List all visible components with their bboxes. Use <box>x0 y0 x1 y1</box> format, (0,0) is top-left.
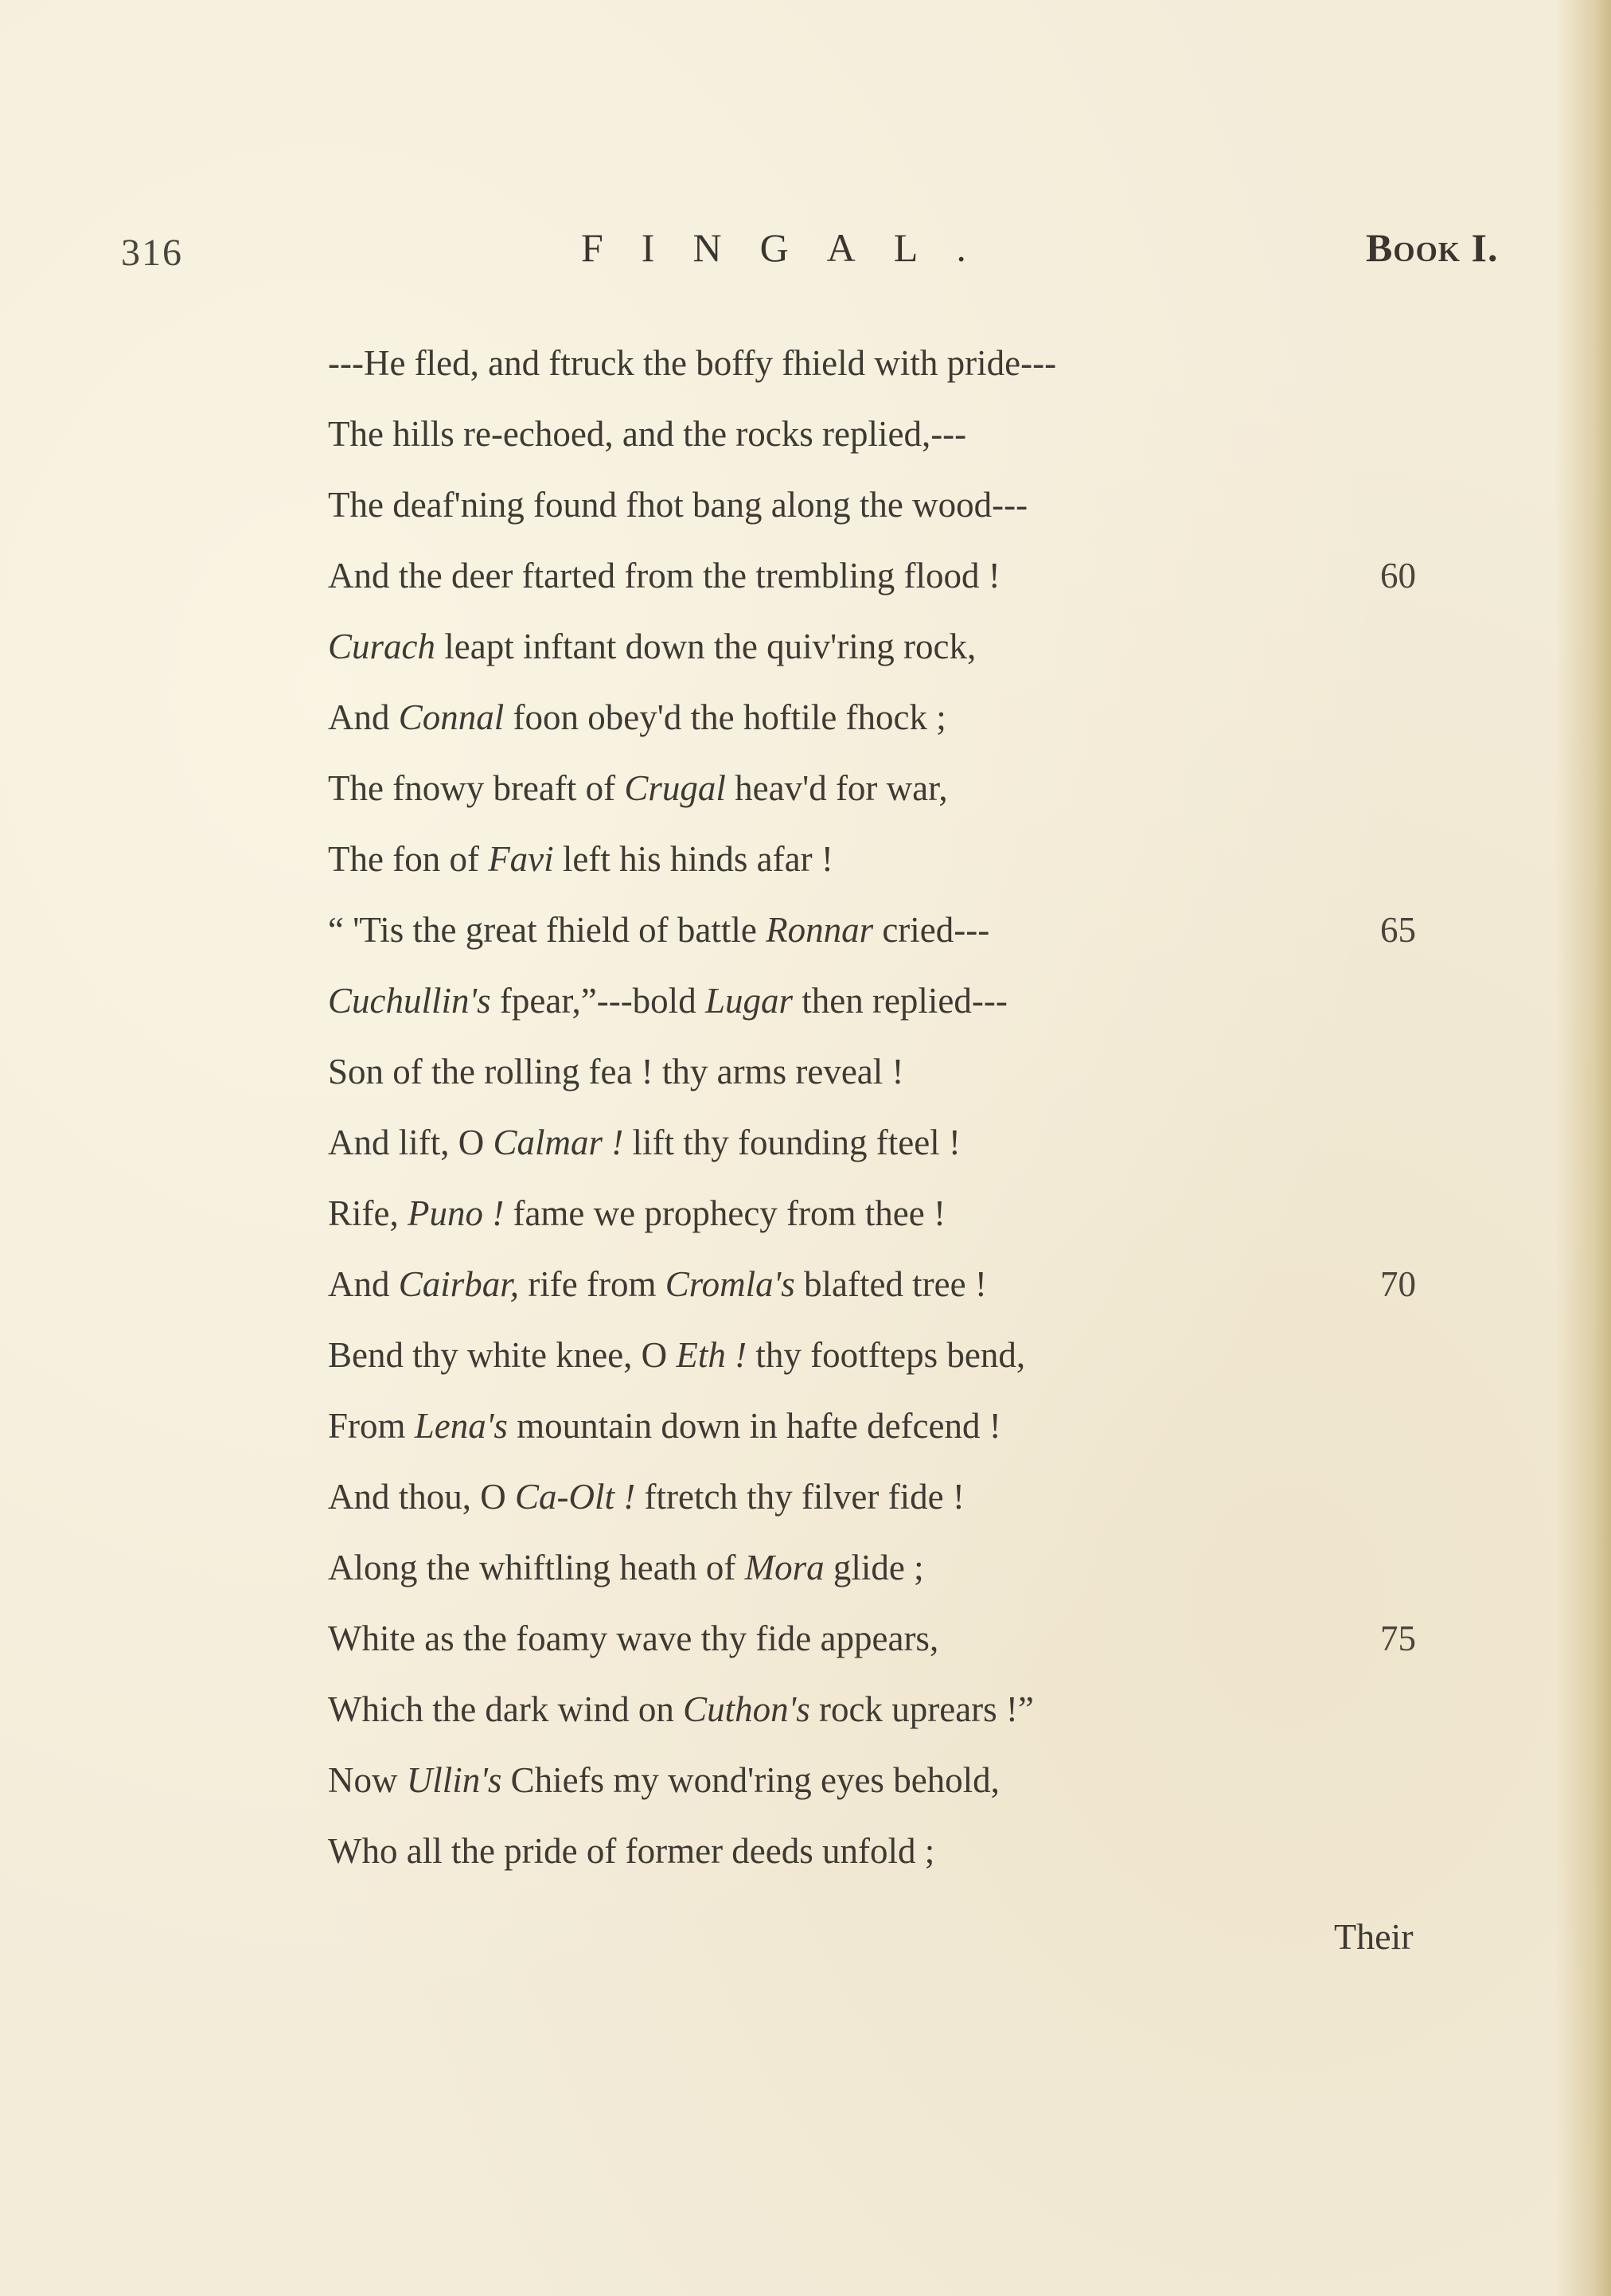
poem-line-text <box>328 1689 1034 1729</box>
poem-line-text <box>328 1193 946 1233</box>
poem-line-text <box>328 627 976 666</box>
poem-line-text <box>328 414 966 454</box>
poem-line-text <box>328 343 1056 383</box>
italic-name: Lugar <box>704 981 793 1021</box>
poem-line <box>328 895 1458 966</box>
poem-line-text <box>328 1264 987 1304</box>
poem-line <box>328 611 1458 682</box>
poem-line <box>328 1674 1458 1745</box>
page-header <box>0 225 1611 288</box>
text-segment: From <box>328 1406 415 1446</box>
poem-line-text <box>328 768 948 808</box>
poem-line <box>328 1391 1458 1462</box>
poem-line <box>328 541 1458 611</box>
italic-name: Cairbar, <box>398 1264 520 1304</box>
line-number: 60 <box>1380 556 1416 595</box>
italic-name: Crugal <box>624 768 726 808</box>
italic-name: Cuchullin's <box>328 981 491 1021</box>
italic-name: Lena's <box>414 1406 508 1446</box>
poem-line-text <box>328 981 1008 1021</box>
text-segment: foon obey'd the hoftile fhock ; <box>504 697 946 737</box>
page-edge-shadow <box>1555 0 1611 2296</box>
poem-line-text <box>328 1477 965 1517</box>
text-segment: Bend thy white knee, O <box>328 1335 677 1375</box>
italic-name: Puno ! <box>407 1193 505 1233</box>
text-segment: blafted tree ! <box>794 1264 987 1304</box>
text-segment: fpear,”---bold <box>490 981 705 1021</box>
poem-line <box>328 966 1458 1037</box>
text-segment: And lift, O <box>328 1123 493 1162</box>
text-segment: And thou, O <box>328 1477 515 1517</box>
text-segment: And <box>328 697 399 737</box>
poem-line <box>328 1107 1458 1178</box>
poem-text <box>328 328 1458 1887</box>
text-segment: ftretch thy filver fide ! <box>635 1477 965 1517</box>
text-segment: mountain down in hafte defcend ! <box>507 1406 1001 1446</box>
poem-line <box>328 399 1458 470</box>
page-number: 316 <box>121 232 183 274</box>
poem-line <box>328 1533 1458 1603</box>
italic-name: Connal <box>398 697 505 737</box>
poem-line-text <box>328 1052 904 1091</box>
poem-line-text <box>328 1619 938 1658</box>
text-segment: The fon of <box>328 839 489 879</box>
poem-line <box>328 1816 1458 1887</box>
catchword: Their <box>1334 1916 1414 1957</box>
italic-name: Ronnar <box>766 910 874 950</box>
text-segment: thy footfteps bend, <box>747 1335 1026 1375</box>
poem-line-text <box>328 839 833 879</box>
text-segment: Rife, <box>328 1193 408 1233</box>
text-segment: And the deer ftarted from the trembling flood ! <box>328 556 1001 595</box>
italic-name: Cromla's <box>665 1264 795 1304</box>
poem-line-text <box>328 1123 961 1162</box>
text-segment: White as the foamy wave thy fide appears, <box>328 1619 939 1658</box>
text-segment: leapt inftant down the quiv'ring rock, <box>435 627 977 666</box>
text-segment: lift thy founding fteel ! <box>623 1123 961 1162</box>
poem-line <box>328 1320 1458 1391</box>
italic-name: Ca-Olt ! <box>515 1477 636 1517</box>
italic-name: Ullin's <box>406 1760 502 1800</box>
poem-line <box>328 1462 1458 1533</box>
text-segment: The hills re-echoed, and the rocks replied,--- <box>328 414 967 454</box>
line-number: 75 <box>1380 1619 1416 1658</box>
poem-line-text <box>328 1406 1001 1446</box>
text-segment: “ 'Tis the great fhield of battle <box>328 910 766 950</box>
poem-line <box>328 824 1458 895</box>
poem-line <box>328 753 1458 824</box>
text-segment: heav'd for war, <box>725 768 948 808</box>
text-segment: Who all the pride of former deeds unfold ; <box>328 1831 935 1871</box>
italic-name: Mora <box>744 1548 825 1587</box>
poem-line-text <box>328 556 1001 595</box>
italic-name: Favi <box>488 839 554 879</box>
poem-line <box>328 682 1458 753</box>
poem-line <box>328 1745 1458 1816</box>
text-segment: then replied--- <box>792 981 1008 1021</box>
italic-name: Calmar ! <box>493 1123 624 1162</box>
poem-line-text <box>328 697 946 737</box>
text-segment: And <box>328 1264 399 1304</box>
text-segment: cried--- <box>873 910 990 950</box>
poem-line <box>328 328 1458 399</box>
text-segment: ---He fled, and ftruck the boffy fhield with pride--- <box>328 343 1057 383</box>
poem-line-text <box>328 1831 934 1871</box>
poem-line-text <box>328 485 1028 525</box>
book-label: Book I. <box>1366 225 1499 270</box>
text-segment: fame we prophecy from thee ! <box>504 1193 946 1233</box>
text-segment: rife from <box>519 1264 665 1304</box>
poem-line-text <box>328 910 989 950</box>
text-segment: The deaf'ning found fhot bang along the wood--- <box>328 485 1028 525</box>
text-segment: Which the dark wind on <box>328 1689 684 1729</box>
poem-line <box>328 470 1458 541</box>
text-segment: Along the whiftling heath of <box>328 1548 745 1587</box>
poem-line <box>328 1603 1458 1674</box>
text-segment: The fnowy breaft of <box>328 768 625 808</box>
line-number: 65 <box>1380 910 1416 950</box>
poem-line <box>328 1037 1458 1107</box>
text-segment: Chiefs my wond'ring eyes behold, <box>501 1760 1000 1800</box>
text-segment: Now <box>328 1760 407 1800</box>
text-segment: left his hinds afar ! <box>553 839 833 879</box>
poem-line <box>328 1249 1458 1320</box>
running-title: FINGAL. <box>581 225 1004 270</box>
text-segment: glide ; <box>824 1548 924 1587</box>
italic-name: Eth ! <box>676 1335 747 1375</box>
poem-line-text <box>328 1335 1025 1375</box>
poem-line-text <box>328 1760 1000 1800</box>
poem-line-text <box>328 1548 924 1587</box>
italic-name: Cuthon's <box>683 1689 810 1729</box>
line-number: 70 <box>1380 1264 1416 1304</box>
text-segment: rock uprears !” <box>809 1689 1034 1729</box>
poem-line <box>328 1178 1458 1249</box>
text-segment: Son of the rolling fea ! thy arms reveal ! <box>328 1052 904 1091</box>
italic-name: Curach <box>328 627 435 666</box>
